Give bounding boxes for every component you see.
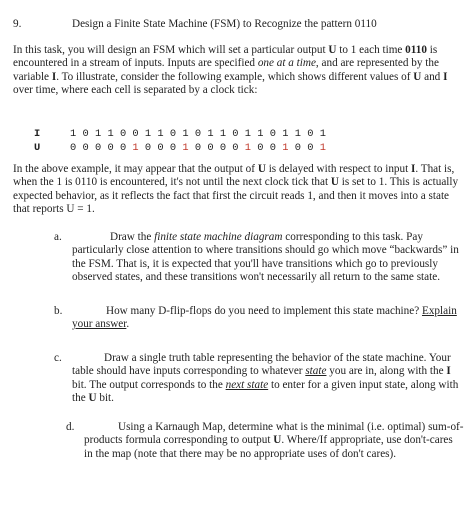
input-bit: 0 [307, 128, 320, 140]
part-d-letter: d. [66, 421, 75, 433]
output-bit: 1 [319, 142, 326, 154]
input-label: I [34, 128, 41, 140]
part-a-letter: a. [54, 231, 62, 243]
input-bit: 0 [194, 128, 208, 140]
input-bit: 1 [157, 128, 170, 140]
output-bit: 0 [294, 142, 308, 154]
output-bit: 0 [94, 142, 108, 154]
input-bit: 1 [207, 128, 220, 140]
explanation-paragraph: In the above example, it may appear that the output of U is delayed with respect to input I. That is, when the 1 is 0110 is encountered, it's not until the next clock tick that U is set to 1. This is actually expected behavior, as it reflects the fact that first the circuit reads 1, and then it moves into a state that reports U = 1. [13, 163, 459, 216]
output-bit: 0 [194, 142, 208, 154]
input-bit: 1 [282, 128, 295, 140]
output-bits [70, 142, 326, 154]
output-bit: 0 [70, 142, 83, 154]
output-bit: 0 [169, 142, 183, 154]
output-bit: 0 [307, 142, 320, 154]
output-bit: 0 [144, 142, 158, 154]
input-bit: 1 [244, 128, 258, 140]
input-bit: 1 [144, 128, 158, 140]
input-bit: 1 [107, 128, 120, 140]
input-bit: 1 [257, 128, 270, 140]
output-bit: 0 [219, 142, 233, 154]
input-bit: 1 [294, 128, 308, 140]
input-bit: 1 [319, 128, 326, 140]
output-bit: 1 [282, 142, 295, 154]
intro-paragraph: In this task, you will design an FSM which will set a particular output U to 1 each time 0110 is encountered in a stream of inputs. Inputs are specified one at a time, and are represented by the variable I. To illustrate, consider the following example, which shows different values of U and I over time, where each cell is separated by a clock tick: [13, 44, 448, 97]
input-bits [70, 128, 326, 140]
output-bit: 1 [182, 142, 195, 154]
input-bit: 1 [94, 128, 108, 140]
output-bit: 0 [157, 142, 170, 154]
output-bit: 0 [107, 142, 120, 154]
input-bit: 0 [132, 128, 145, 140]
output-bit: 1 [132, 142, 145, 154]
output-label: U [34, 142, 41, 154]
input-bit: 1 [182, 128, 195, 140]
output-bit: 0 [232, 142, 245, 154]
output-bit: 0 [82, 142, 95, 154]
part-b-text: How many D-flip-flops do you need to implement this state machine? Explain your answer. [72, 305, 457, 331]
part-d-text: Using a Karnaugh Map, determine what is the minimal (i.e. optimal) sum-of-products formula corresponding to output U. Where/If appropriate, use don't-cares in the map (note that there may be no appropriate uses of don't cares). [84, 421, 464, 460]
part-c-letter: c. [54, 352, 62, 364]
output-bit: 0 [269, 142, 283, 154]
output-bit: 0 [207, 142, 220, 154]
example-input-row [34, 128, 326, 141]
input-bit: 0 [82, 128, 95, 140]
input-bit: 1 [219, 128, 233, 140]
input-bit: 0 [169, 128, 183, 140]
part-a-text: Draw the finite state machine diagram corresponding to this task. Pay particularly close attention to where transitions should go which move “backwards” in the FSM. That is, it is expected that you'll have transitions which go to previously observed states, and these transitions won't necessarily all return to the same state. [72, 231, 459, 284]
output-bit: 1 [244, 142, 258, 154]
example-output-row [34, 142, 326, 155]
input-bit: 0 [232, 128, 245, 140]
output-bit: 0 [257, 142, 270, 154]
question-number: 9. [13, 18, 22, 30]
part-c-text: Draw a single truth table representing the behavior of the state machine. Your table should have inputs corresponding to whatever state you are in, along with the I bit. The output corresponds to the next state to enter for a given input state, along with the U bit. [72, 352, 459, 405]
output-bit: 0 [119, 142, 133, 154]
input-bit: 0 [119, 128, 133, 140]
input-bit: 1 [70, 128, 83, 140]
question-title: Design a Finite State Machine (FSM) to Recognize the pattern 0110 [72, 18, 377, 30]
explain-your-answer: Explain your answer [72, 305, 457, 331]
part-b-letter: b. [54, 305, 63, 317]
input-bit: 0 [269, 128, 283, 140]
